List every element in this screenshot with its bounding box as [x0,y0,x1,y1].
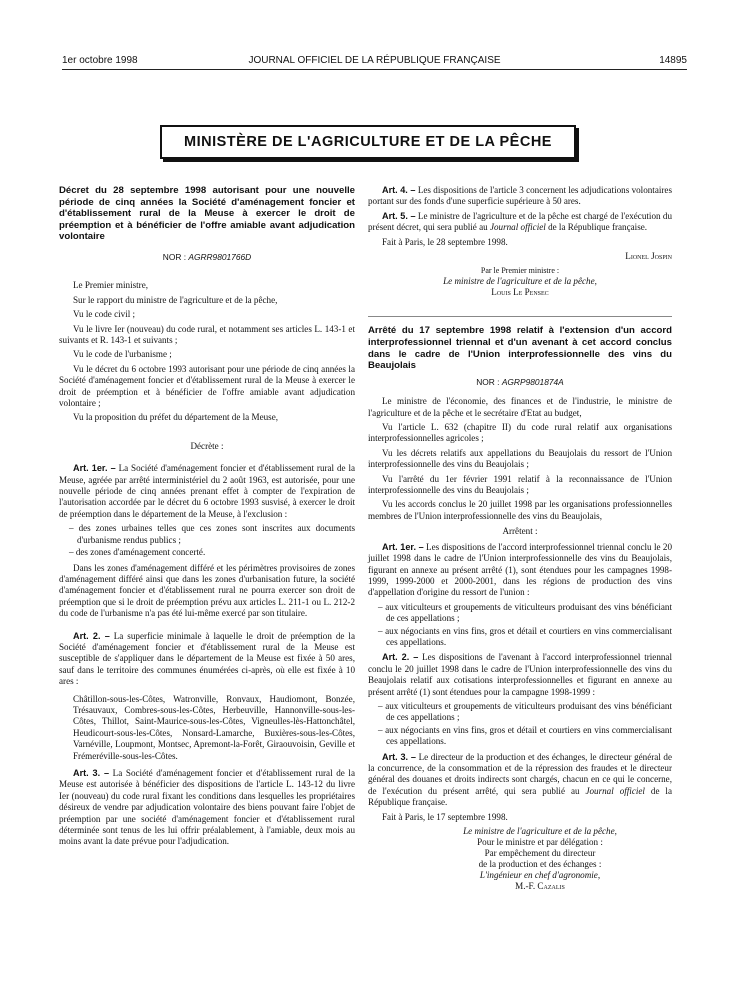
decret-art2: Art. 2. – La superficie minimale à laquelle le droit de préemption de la Société d'aménagement foncier et d'établissement rural de la Meuse est susceptible de s'appliquer dans le département de la Meuse est fixée à 50 ares, sauf dans le territoire des communes énumérées ci-après, où elle est fixée à 10 ares : [59,630,355,687]
decret-intro-5: Vu le code de l'urbanisme ; [73,349,172,360]
list-item: – aux négociants en vins fins, gros et détail et courtiers en vins commercialisant ces appellations. [386,626,672,649]
right-column [368,185,672,892]
decret-minister-title: Le ministre de l'agriculture et de la pêche, [443,276,597,287]
arrete-art1: Art. 1er. – Les dispositions de l'accord interprofessionnel triennal conclu le 20 juillet 1998 dans le cadre de l'Union interprofessionnelle des vins du Beaujolais, figurant en annexe au présent arrêté (1), sont étendues pour les campagnes 1998-1999, 1999-2000 et 2000-2001, dans les régions de production des vins d'appellation d'origine du ressort de l'union : [368,541,672,598]
arrete-art2-list [368,701,672,748]
journal-title: JOURNAL OFFICIEL DE LA RÉPUBLIQUE FRANÇAISE [248,55,501,66]
decret-intro-4: Vu le livre Ier (nouveau) du code rural, et notamment ses articles L. 143-1 et suivants et R. 143-1 et suivants ; [59,323,355,345]
decret-intro-2: Sur le rapport du ministre de l'agriculture et de la pêche, [73,294,278,305]
left-column [59,185,355,851]
arretent-label: Arrêtent : [502,526,538,537]
decret-art1: Art. 1er. – La Société d'aménagement foncier et d'établissement rural de la Meuse, agréée par arrêté interministériel du 2 août 1963, est autorisée, pour une nouvelle période de cinq années prenant effet à compter de l'expiration de l'autorisation accordée par le décret du 6 octobre 1993 susvisé, à exercer le droit de préemption dans le département de la Meuse, à l'exclusion : [59,463,356,519]
decret-art1-list [59,523,355,558]
sig-line: Par empêchement du directeur [484,848,596,859]
header-rule [62,69,687,70]
arrete-intro-2: Vu l'article L. 632 (chapitre II) du code rural relatif aux organisations interprofessionnelles agricoles ; [368,422,672,444]
arrete-intro-4: Vu l'arrêté du 1er février 1991 relatif à la reconnaissance de l'Union interprofessionnelle des vins du Beaujolais ; [368,473,672,496]
arrete-intro-5: Vu les accords conclus le 20 juillet 1998 par les organisations professionnelles membres de l'Union interprofessionnelle des vins du Beaujolais, [368,499,672,521]
arrete-art1-list [368,602,672,649]
decret-intro-7: Vu la proposition du préfet du département de la Meuse, [73,412,279,423]
decret-par-le: Par le Premier ministre : [480,266,560,276]
list-item: – aux viticulteurs et groupements de viticulteurs produisant des vins bénéficiant de ces appellations ; [386,602,672,625]
sig-line: L'ingénieur en chef d'agronomie, [479,870,601,881]
arrete-place-date: Fait à Paris, le 17 septembre 1998. [382,811,508,822]
ministry-banner: MINISTÈRE DE L'AGRICULTURE ET DE LA PÊCHE [160,125,576,159]
decret-title: Décret du 28 septembre 1998 autorisant pour une nouvelle période de cinq années la Société d'aménagement foncier et d'établissement rural de la Meuse à exercer le droit de préemption et à bénéficier de l'offre amiable avant adjudication volontaire [59,185,355,243]
section-divider [368,316,672,317]
decret-signatory: Lionel Jospin [625,251,672,262]
decret-intro-1: Le Premier ministre, [73,280,149,291]
page-number: 14895 [659,55,687,66]
decret-art2-communes: Châtillon-sous-les-Côtes, Watronville, Ronvaux, Haudiomont, Bonzée, Trésauvaux, Combres-sous-les-Côtes, Herbeuville, Hannonville-sous-les-Côtes, Thillot, Saint-Maurice-sous-les-Côtes, Vigneulles-lès-Hattonchâtel, Heudicourt-sous-les-Côtes, Nonsard-Lamarche, Buxières-sous-les-Côtes, Varnéville, Loupmont, Montsec, Apremont-la-Forêt, Giraouvoisin, Geville et Frémeréville-sous-les-Côtes. [73,693,355,761]
decret-minister-name: Louis Le Pensec [491,287,549,298]
sig-line: Pour le ministre et par délégation : [477,837,603,848]
arrete-art3: Art. 3. – Le directeur de la production et des échanges, le directeur général de la concurrence, de la consommation et de la répression des fraudes et le directeur général des douanes et droits indirects sont chargés, chacun en ce qui le concerne, de l'exécution du présent arrêté, qui sera publié au Journal officiel de la République française. [368,751,673,808]
sig-line: de la production et des échanges : [478,859,602,870]
list-item: – aux viticulteurs et groupements de viticulteurs produisant des vins bénéficiant de ces appellations ; [386,701,672,724]
decret-art3: Art. 3. – La Société d'aménagement foncier et d'établissement rural de la Meuse est autorisée à bénéficier des dispositions de l'article L. 143-12 du livre Ier (nouveau) du code rural fixant les conditions dans lesquelles les propriétaires désireux de vendre par adjudication volontaire des biens pouvant faire l'objet de préemption par une société d'aménagement foncier et d'établissement rural déterminée sont tenus de les lui offrir préalablement, à l'amiable, deux mois au moins avant la date prévue pour l'adjudication. [59,768,355,847]
list-item: – aux négociants en vins fins, gros et détail et courtiers en vins commercialisant ces appellations. [386,725,672,748]
decret-intro-6: Vu le décret du 6 octobre 1993 autorisant pour une période de cinq années la Société d'aménagement foncier et d'établissement rural de la Meuse à exercer le droit de préemption et à bénéficier de l'offre amiable avant adjudication volontaire ; [59,363,355,409]
sig-line: M.-F. Cazalis [515,881,565,892]
arrete-title: Arrêté du 17 septembre 1998 relatif à l'extension d'un accord interprofessionnel triennal et d'un avenant à cet accord conclus dans le cadre de l'Union interprofessionnelle des vins du Beaujolais [368,325,672,372]
sig-line: Le ministre de l'agriculture et de la pêche, [463,826,617,837]
decret-art5: Art. 5. – Le ministre de l'agriculture et de la pêche est chargé de l'exécution du présent décret, qui sera publié au Journal officiel de la République française. [368,210,672,233]
arrete-art2: Art. 2. – Les dispositions de l'avenant à l'accord interprofessionnel triennal conclu le 20 juillet 1998 dans le cadre de l'Union interprofessionnelle des vins du Beaujolais relatif aux cotisations interprofessionnelles et figurant en annexe au présent arrêté (1) sont étendues pour la campagne 1998-1999 : [368,652,672,697]
decret-nor: NOR : AGRR9801766D [162,251,252,262]
decret-art1-para2: Dans les zones d'aménagement différé et les périmètres provisoires de zones d'aménagement différé ainsi que dans les zones d'urbanisation future, la société d'aménagement foncier et d'établissement rural ne pourra exercer son droit de préemption que si le droit de préemption prévu aux articles L. 211-1 ou L. 212-2 du code de l'urbanisme n'a pas été lui-même exercé par son titulaire. [59,562,355,619]
decret-intro-3: Vu le code civil ; [73,309,136,320]
decret-place-date: Fait à Paris, le 28 septembre 1998. [382,236,508,247]
issue-date: 1er octobre 1998 [62,55,138,66]
arrete-nor: NOR : AGRP9801874A [476,376,564,387]
arrete-signature-block [408,826,672,892]
list-item: – des zones d'aménagement concerté. [77,547,355,558]
list-item: – des zones urbaines telles que ces zones sont inscrites aux documents d'urbanisme rendus publics ; [77,523,355,546]
arrete-intro-1: Le ministre de l'économie, des finances et de l'industrie, le ministre de l'agriculture et de la pêche et le secrétaire d'Etat au budget, [368,396,672,418]
decret-art4: Art. 4. – Les dispositions de l'article 3 concernent les adjudications volontaires portant sur des fonds d'une superficie supérieure à 50 ares. [368,185,672,207]
decrete-label: Décrète : [190,440,224,451]
arrete-intro-3: Vu les décrets relatifs aux appellations du Beaujolais du ressort de l'Union interprofessionnelle des vins du Beaujolais ; [368,447,672,470]
